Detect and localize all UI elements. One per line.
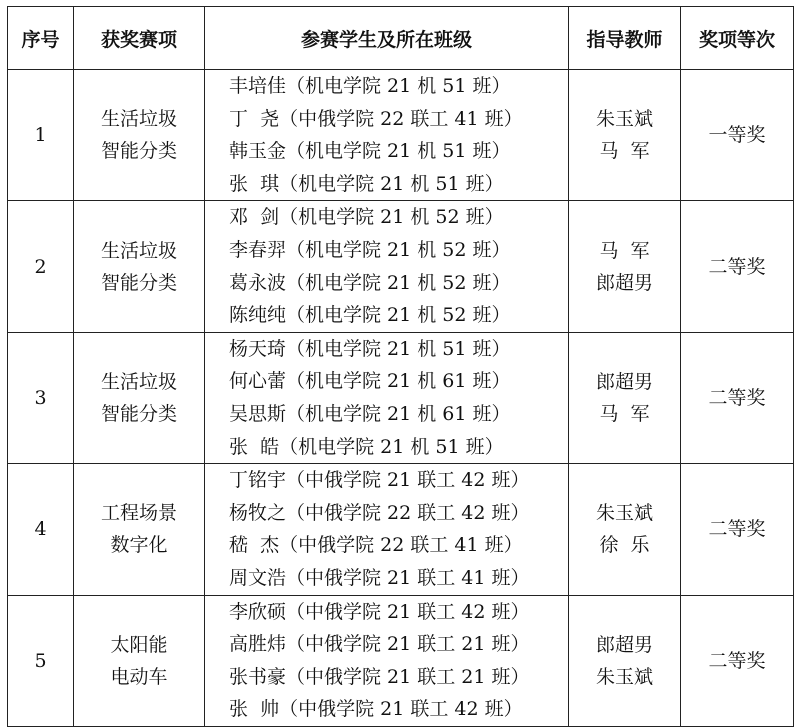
table-body — [8, 70, 794, 727]
table-row — [8, 201, 794, 332]
award-level: 二等奖 — [681, 201, 794, 332]
event-name-line: 生活垃圾 — [100, 108, 177, 131]
student-entry: 张 帅（中俄学院 21 联工 42 班） — [229, 698, 523, 721]
award-level: 一等奖 — [681, 70, 794, 201]
row-number: 4 — [8, 464, 74, 595]
event-name-line: 生活垃圾 — [100, 370, 177, 393]
student-entry: 高胜炜（中俄学院 21 联工 21 班） — [229, 633, 530, 656]
table-row — [8, 332, 794, 463]
student-entry: 周文浩（中俄学院 21 联工 41 班） — [229, 566, 530, 589]
teacher-list — [569, 201, 681, 332]
row-number: 3 — [8, 332, 74, 463]
student-list — [205, 595, 569, 726]
teacher-name: 郎超男 — [595, 633, 653, 656]
event-name-line: 太阳能 — [110, 633, 168, 656]
student-entry: 杨天琦（机电学院 21 机 51 班） — [229, 337, 511, 360]
header-no: 序号 — [8, 7, 74, 70]
student-entry: 丁 尧（中俄学院 22 联工 41 班） — [229, 107, 523, 130]
event-name-line: 生活垃圾 — [100, 239, 177, 262]
student-entry: 张书豪（中俄学院 21 联工 21 班） — [229, 665, 530, 688]
student-entry: 邓 剑（机电学院 21 机 52 班） — [229, 206, 504, 229]
teacher-list — [569, 464, 681, 595]
event-name — [74, 70, 205, 201]
teacher-name: 郎超男 — [595, 271, 653, 294]
event-name-line: 智能分类 — [100, 140, 177, 163]
student-entry: 李春羿（机电学院 21 机 52 班） — [229, 238, 511, 261]
event-name-line: 电动车 — [110, 665, 168, 688]
teacher-name: 郎超男 — [595, 370, 653, 393]
student-entry: 何心蕾（机电学院 21 机 61 班） — [229, 370, 511, 393]
header-teacher: 指导教师 — [569, 7, 681, 70]
student-entry: 陈纯纯（机电学院 21 机 52 班） — [229, 304, 511, 327]
teacher-name: 马 军 — [599, 402, 650, 425]
award-level: 二等奖 — [681, 464, 794, 595]
event-name — [74, 595, 205, 726]
student-entry: 张 琪（机电学院 21 机 51 班） — [229, 172, 504, 195]
event-name — [74, 201, 205, 332]
student-list — [205, 201, 569, 332]
student-list — [205, 332, 569, 463]
table-row — [8, 70, 794, 201]
student-entry: 李欣硕（中俄学院 21 联工 42 班） — [229, 600, 530, 623]
awards-table — [7, 6, 794, 727]
row-number: 1 — [8, 70, 74, 201]
student-entry: 吴思斯（机电学院 21 机 61 班） — [229, 402, 511, 425]
event-name — [74, 332, 205, 463]
student-entry: 葛永波（机电学院 21 机 52 班） — [229, 271, 511, 294]
row-number: 2 — [8, 201, 74, 332]
table-header-row — [8, 7, 794, 70]
student-entry: 丁铭宇（中俄学院 21 联工 42 班） — [229, 469, 530, 492]
teacher-list — [569, 70, 681, 201]
table-row — [8, 595, 794, 726]
student-entry: 张 皓（机电学院 21 机 51 班） — [229, 435, 504, 458]
teacher-name: 马 军 — [599, 239, 650, 262]
event-name-line: 智能分类 — [100, 271, 177, 294]
event-name-line: 数字化 — [110, 534, 168, 557]
event-name-line: 工程场景 — [100, 502, 177, 525]
student-entry: 韩玉金（机电学院 21 机 51 班） — [229, 140, 511, 163]
teacher-list — [569, 332, 681, 463]
event-name-line: 智能分类 — [100, 402, 177, 425]
award-level: 二等奖 — [681, 332, 794, 463]
student-entry: 丰培佳（机电学院 21 机 51 班） — [229, 75, 511, 97]
table-row — [8, 464, 794, 595]
student-list — [205, 70, 569, 201]
teacher-list — [569, 595, 681, 726]
header-students: 参赛学生及所在班级 — [205, 7, 569, 70]
student-entry: 嵇 杰（中俄学院 22 联工 41 班） — [229, 534, 523, 557]
student-entry: 杨牧之（中俄学院 22 联工 42 班） — [229, 501, 530, 524]
teacher-name: 朱玉斌 — [595, 108, 653, 131]
event-name — [74, 464, 205, 595]
teacher-name: 朱玉斌 — [595, 502, 653, 525]
header-award: 奖项等次 — [681, 7, 794, 70]
teacher-name: 朱玉斌 — [595, 665, 653, 688]
student-list — [205, 464, 569, 595]
teacher-name: 徐 乐 — [599, 534, 650, 557]
teacher-name: 马 军 — [599, 140, 650, 163]
award-level: 二等奖 — [681, 595, 794, 726]
header-event: 获奖赛项 — [74, 7, 205, 70]
row-number: 5 — [8, 595, 74, 726]
